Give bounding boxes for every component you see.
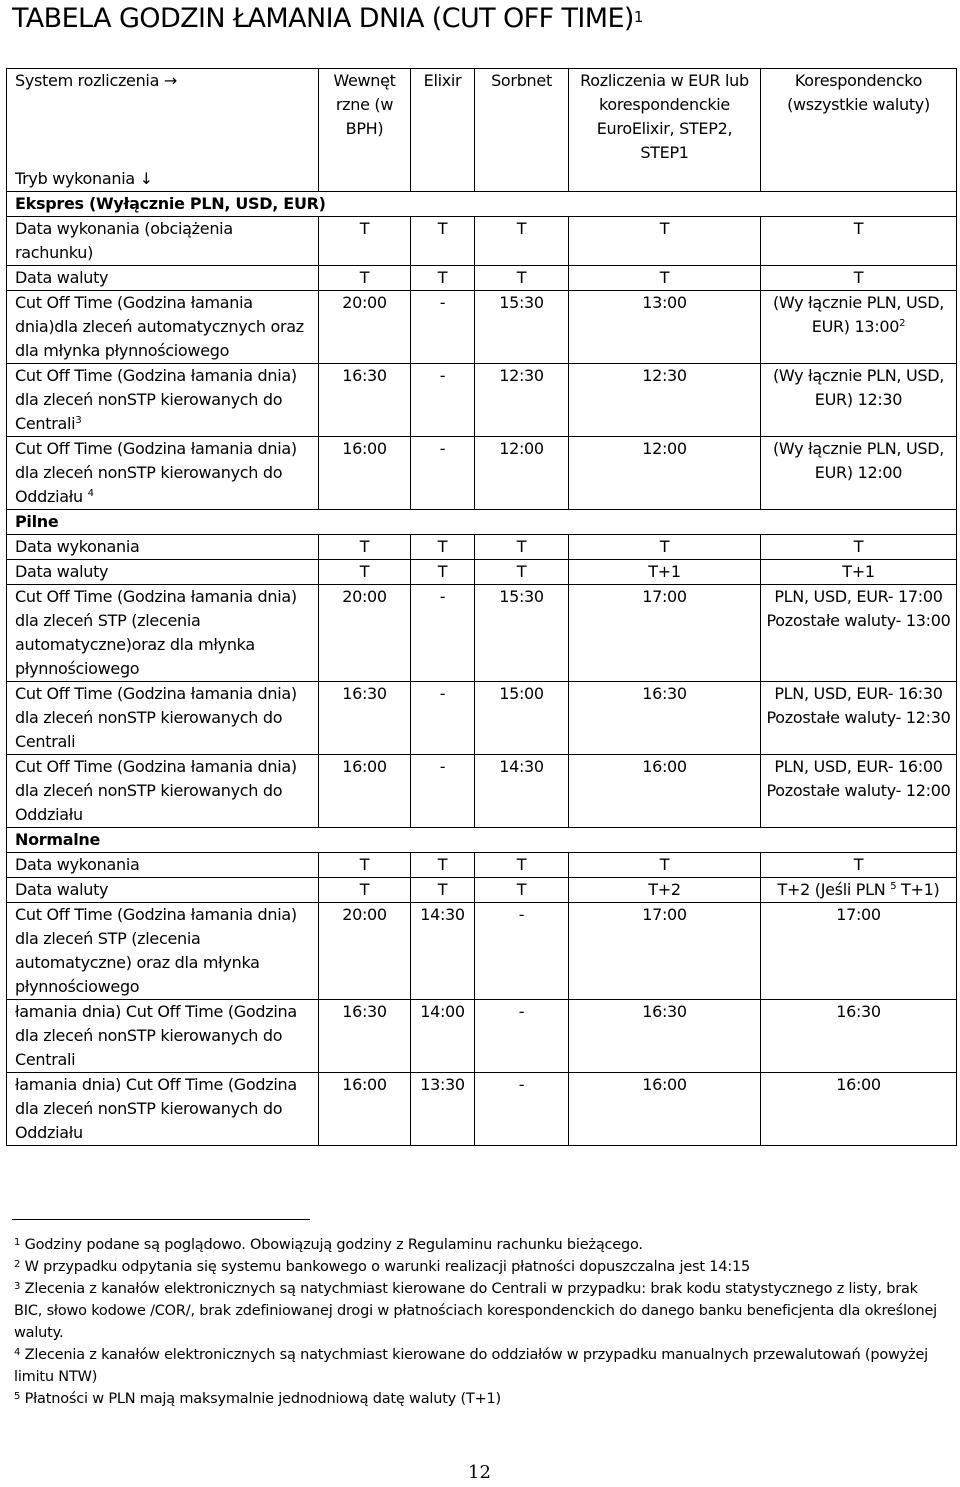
header-col-korespondencko: Korespondencko (wszystkie waluty) bbox=[761, 69, 957, 192]
footnote-number: 5 bbox=[14, 1391, 21, 1402]
table-row bbox=[7, 755, 957, 828]
value-cell bbox=[475, 291, 569, 364]
value-text: - bbox=[518, 1002, 525, 1021]
row-label-text: Cut Off Time (Godzina łamania dnia) dla zleceń STP (zlecenia automatyczne)oraz dla młynka płynnościowego bbox=[15, 587, 297, 678]
value-text: - bbox=[439, 587, 446, 606]
value-text: 15:30 bbox=[499, 293, 544, 312]
table-row bbox=[7, 291, 957, 364]
value-cell bbox=[569, 878, 761, 903]
cut-off-table bbox=[6, 68, 957, 1146]
value-cell bbox=[319, 560, 411, 585]
value-cell bbox=[761, 291, 957, 364]
value-cell bbox=[411, 364, 475, 437]
table-row bbox=[7, 585, 957, 682]
row-label-text: Cut Off Time (Godzina łamania dnia) dla zleceń nonSTP kierowanych do Oddziału bbox=[15, 439, 297, 506]
value-text: T bbox=[516, 268, 527, 287]
footnote-ref: 5 bbox=[890, 881, 897, 892]
value-text: T bbox=[516, 562, 527, 581]
row-label-text: Data wykonania bbox=[15, 855, 140, 874]
value-text: 16:30 bbox=[642, 1002, 687, 1021]
value-text: T bbox=[516, 219, 527, 238]
value-text: 12:00 bbox=[499, 439, 544, 458]
value-text: T bbox=[659, 219, 670, 238]
value-cell bbox=[761, 755, 957, 828]
value-cell bbox=[411, 853, 475, 878]
value-text: 13:30 bbox=[420, 1075, 465, 1094]
value-text: T bbox=[359, 880, 370, 899]
value-cell bbox=[761, 437, 957, 510]
footnote-number: 2 bbox=[14, 1259, 21, 1270]
value-cell bbox=[319, 755, 411, 828]
row-label-text: Cut Off Time (Godzina łamania dnia) dla zleceń nonSTP kierowanych do Centrali bbox=[15, 366, 297, 433]
value-text: - bbox=[518, 1075, 525, 1094]
table-row bbox=[7, 437, 957, 510]
value-text: T bbox=[437, 537, 448, 556]
value-text: T bbox=[359, 562, 370, 581]
value-cell bbox=[569, 535, 761, 560]
value-text: 14:30 bbox=[420, 905, 465, 924]
value-cell bbox=[319, 437, 411, 510]
value-cell bbox=[319, 903, 411, 1000]
section-title: Normalne bbox=[7, 828, 957, 853]
section-title: Pilne bbox=[7, 510, 957, 535]
table-row bbox=[7, 903, 957, 1000]
value-cell bbox=[411, 1000, 475, 1073]
value-cell bbox=[475, 1000, 569, 1073]
value-text: T bbox=[659, 855, 670, 874]
value-text: T+1 bbox=[648, 562, 681, 581]
value-text: 16:30 bbox=[836, 1002, 881, 1021]
value-cell bbox=[319, 682, 411, 755]
value-text: - bbox=[439, 684, 446, 703]
value-text: 15:00 bbox=[499, 684, 544, 703]
value-text: 16:00 bbox=[342, 757, 387, 776]
value-text: T bbox=[359, 268, 370, 287]
title-footnote-ref: 1 bbox=[633, 8, 643, 26]
value-cell bbox=[475, 1073, 569, 1146]
row-label-text: Cut Off Time (Godzina łamania dnia)dla zleceń automatycznych oraz dla młynka płynnościowego bbox=[15, 293, 304, 360]
table-row bbox=[7, 217, 957, 266]
value-text: T bbox=[437, 855, 448, 874]
value-text: T bbox=[853, 268, 864, 287]
footnote-divider bbox=[12, 1219, 310, 1220]
value-cell bbox=[569, 682, 761, 755]
page-number: 12 bbox=[468, 1462, 491, 1483]
value-cell bbox=[569, 560, 761, 585]
value-cell bbox=[475, 878, 569, 903]
value-text: - bbox=[439, 293, 446, 312]
value-text: 16:30 bbox=[342, 1002, 387, 1021]
row-label bbox=[7, 1073, 319, 1146]
value-text: T bbox=[437, 562, 448, 581]
footnote-text: Płatności w PLN mają maksymalnie jednodniową datę waluty (T+1) bbox=[24, 1391, 502, 1407]
value-text: 17:00 bbox=[642, 905, 687, 924]
row-label-text: Cut Off Time (Godzina łamania dnia) dla zleceń nonSTP kierowanych do Oddziału bbox=[15, 757, 297, 824]
value-text: - bbox=[439, 439, 446, 458]
value-cell bbox=[761, 903, 957, 1000]
header-col-sorbnet: Sorbnet bbox=[475, 69, 569, 192]
table-row bbox=[7, 1073, 957, 1146]
value-text: (Wy łącznie PLN, USD, EUR) 12:30 bbox=[772, 366, 945, 409]
value-cell bbox=[761, 585, 957, 682]
value-text: 12:00 bbox=[642, 439, 687, 458]
footnote-ref: 2 bbox=[899, 318, 906, 329]
value-text: T bbox=[359, 537, 370, 556]
value-text: 16:30 bbox=[342, 366, 387, 385]
value-text: T bbox=[359, 855, 370, 874]
value-cell bbox=[319, 291, 411, 364]
section-header-row bbox=[7, 192, 957, 217]
value-text: 16:30 bbox=[342, 684, 387, 703]
value-cell bbox=[475, 853, 569, 878]
value-cell bbox=[411, 560, 475, 585]
row-label bbox=[7, 755, 319, 828]
value-cell bbox=[319, 266, 411, 291]
value-text: T+1 bbox=[842, 562, 875, 581]
row-label bbox=[7, 682, 319, 755]
row-label-text: Data waluty bbox=[15, 880, 109, 899]
table-row bbox=[7, 878, 957, 903]
value-cell bbox=[475, 266, 569, 291]
table-row bbox=[7, 853, 957, 878]
value-cell bbox=[761, 217, 957, 266]
footnote-text: W przypadku odpytania się systemu bankowego o warunki realizacji płatności dopuszczalna jest 14:15 bbox=[24, 1259, 751, 1275]
value-cell bbox=[319, 364, 411, 437]
row-label bbox=[7, 266, 319, 291]
value-cell bbox=[761, 1000, 957, 1073]
value-text: T bbox=[853, 537, 864, 556]
value-cell bbox=[411, 682, 475, 755]
row-label bbox=[7, 853, 319, 878]
value-cell bbox=[319, 217, 411, 266]
value-cell bbox=[569, 291, 761, 364]
value-cell bbox=[411, 1073, 475, 1146]
value-cell bbox=[319, 585, 411, 682]
value-text: T bbox=[853, 855, 864, 874]
value-text: 16:00 bbox=[642, 757, 687, 776]
footnote bbox=[14, 1278, 944, 1344]
row-label-text: Cut Off Time (Godzina łamania dnia) dla zleceń nonSTP kierowanych do Centrali bbox=[15, 684, 297, 751]
value-text: 16:00 bbox=[342, 439, 387, 458]
value-text: (Wy łącznie PLN, USD, EUR) 12:00 bbox=[772, 439, 945, 482]
value-cell bbox=[569, 266, 761, 291]
table-row bbox=[7, 682, 957, 755]
row-label bbox=[7, 291, 319, 364]
value-text: T+2 bbox=[648, 880, 681, 899]
row-label bbox=[7, 1000, 319, 1073]
row-label-text: Data wykonania (obciążenia rachunku) bbox=[15, 219, 233, 262]
value-text: 14:00 bbox=[420, 1002, 465, 1021]
value-text: 12:30 bbox=[499, 366, 544, 385]
section-header-row bbox=[7, 828, 957, 853]
value-text: - bbox=[518, 905, 525, 924]
value-text: 14:30 bbox=[499, 757, 544, 776]
value-cell bbox=[411, 535, 475, 560]
value-cell bbox=[569, 1000, 761, 1073]
value-text: 12:30 bbox=[642, 366, 687, 385]
row-label bbox=[7, 364, 319, 437]
value-cell bbox=[475, 682, 569, 755]
value-text: 20:00 bbox=[342, 587, 387, 606]
value-cell bbox=[761, 364, 957, 437]
footnote bbox=[14, 1234, 944, 1256]
section-title: Ekspres (Wyłącznie PLN, USD, EUR) bbox=[7, 192, 957, 217]
value-text: T bbox=[437, 219, 448, 238]
value-cell bbox=[475, 755, 569, 828]
row-label-text: Data wykonania bbox=[15, 537, 140, 556]
value-text: T bbox=[437, 880, 448, 899]
value-cell bbox=[569, 585, 761, 682]
header-corner-cell bbox=[7, 69, 319, 192]
value-cell bbox=[761, 266, 957, 291]
row-label-text: Data waluty bbox=[15, 562, 109, 581]
value-cell bbox=[761, 853, 957, 878]
value-cell bbox=[411, 291, 475, 364]
value-text: T+2 (Jeśli PLN bbox=[777, 880, 891, 899]
value-text: T bbox=[516, 855, 527, 874]
footnote-number: 4 bbox=[14, 1347, 21, 1358]
value-text: 16:00 bbox=[642, 1075, 687, 1094]
footnote-number: 3 bbox=[14, 1281, 21, 1292]
value-cell bbox=[761, 1073, 957, 1146]
value-text: 16:30 bbox=[642, 684, 687, 703]
value-text: T bbox=[659, 268, 670, 287]
footnotes bbox=[14, 1234, 944, 1410]
value-cell bbox=[475, 364, 569, 437]
table-row bbox=[7, 1000, 957, 1073]
value-cell bbox=[475, 903, 569, 1000]
value-text: T bbox=[853, 219, 864, 238]
value-cell bbox=[411, 878, 475, 903]
footnote bbox=[14, 1256, 944, 1278]
value-cell bbox=[319, 1000, 411, 1073]
header-col-wewnetrzne: Wewnęt rzne (w BPH) bbox=[319, 69, 411, 192]
value-cell bbox=[475, 535, 569, 560]
value-cell bbox=[319, 535, 411, 560]
row-label bbox=[7, 903, 319, 1000]
row-label bbox=[7, 217, 319, 266]
value-cell bbox=[475, 560, 569, 585]
footnote-text: Zlecenia z kanałów elektronicznych są natychmiast kierowane do oddziałów w przypadku manualnych przewalutowań (powyżej limitu NTW) bbox=[14, 1347, 929, 1385]
value-text: PLN, USD, EUR- 16:30 Pozostałe waluty- 12:30 bbox=[766, 684, 951, 727]
value-cell bbox=[411, 437, 475, 510]
header-mode-label: Tryb wykonania ↓ bbox=[15, 169, 153, 188]
value-cell bbox=[569, 217, 761, 266]
value-cell bbox=[411, 755, 475, 828]
value-text: 16:00 bbox=[342, 1075, 387, 1094]
value-text: 13:00 bbox=[642, 293, 687, 312]
value-cell bbox=[475, 217, 569, 266]
value-text: - bbox=[439, 757, 446, 776]
value-text: 15:30 bbox=[499, 587, 544, 606]
value-cell bbox=[761, 682, 957, 755]
section-header-row bbox=[7, 510, 957, 535]
value-text: T bbox=[516, 880, 527, 899]
value-text: (Wy łącznie PLN, USD, EUR) 13:00 bbox=[772, 293, 945, 336]
value-cell bbox=[475, 585, 569, 682]
footnote-ref: 3 bbox=[75, 415, 82, 426]
value-text: T bbox=[359, 219, 370, 238]
header-row bbox=[7, 69, 957, 192]
value-cell bbox=[569, 437, 761, 510]
row-label bbox=[7, 585, 319, 682]
value-cell bbox=[319, 853, 411, 878]
value-cell bbox=[761, 878, 957, 903]
footnote-text: Zlecenia z kanałów elektronicznych są natychmiast kierowane do Centrali w przypadku: brak kodu statystycznego z listy, brak BIC, słowo kodowe /COR/, brak zdefiniowanej drogi w płatnościach korespondenckich do danego banku beneficjenta dla określonej waluty. bbox=[14, 1281, 938, 1341]
row-label-text: łamania dnia) Cut Off Time (Godzina dla zleceń nonSTP kierowanych do Centrali bbox=[15, 1002, 297, 1069]
table-row bbox=[7, 560, 957, 585]
row-label bbox=[7, 560, 319, 585]
value-text: - bbox=[439, 366, 446, 385]
value-cell bbox=[411, 266, 475, 291]
value-cell bbox=[569, 1073, 761, 1146]
value-cell bbox=[411, 903, 475, 1000]
value-text: T bbox=[516, 537, 527, 556]
header-system-label: System rozliczenia → bbox=[15, 71, 177, 90]
value-cell bbox=[319, 878, 411, 903]
value-text: T+1) bbox=[896, 880, 940, 899]
value-cell bbox=[319, 1073, 411, 1146]
footnote bbox=[14, 1388, 944, 1410]
row-label-text: łamania dnia) Cut Off Time (Godzina dla zleceń nonSTP kierowanych do Oddziału bbox=[15, 1075, 297, 1142]
value-cell bbox=[761, 535, 957, 560]
value-cell bbox=[569, 364, 761, 437]
value-cell bbox=[411, 217, 475, 266]
table-row bbox=[7, 364, 957, 437]
value-cell bbox=[411, 585, 475, 682]
page-title: TABELA GODZIN ŁAMANIA DNIA (CUT OFF TIME)$^1$ bbox=[12, 3, 643, 34]
value-text: PLN, USD, EUR- 17:00 Pozostałe waluty- 13:00 bbox=[766, 587, 951, 630]
footnote-ref: 4 bbox=[87, 488, 94, 499]
value-text: 20:00 bbox=[342, 905, 387, 924]
row-label-text: Data waluty bbox=[15, 268, 109, 287]
row-label-text: Cut Off Time (Godzina łamania dnia) dla zleceń STP (zlecenia automatyczne) oraz dla młynka płynnościowego bbox=[15, 905, 297, 996]
value-text: T bbox=[659, 537, 670, 556]
table-row bbox=[7, 535, 957, 560]
value-text: 20:00 bbox=[342, 293, 387, 312]
value-text: PLN, USD, EUR- 16:00 Pozostałe waluty- 12:00 bbox=[766, 757, 951, 800]
header-col-elixir: Elixir bbox=[411, 69, 475, 192]
value-cell bbox=[569, 853, 761, 878]
footnote-number: 1 bbox=[14, 1237, 21, 1248]
footnote-text: Godziny podane są poglądowo. Obowiązują godziny z Regulaminu rachunku bieżącego. bbox=[24, 1237, 643, 1253]
value-cell bbox=[761, 560, 957, 585]
table-row bbox=[7, 266, 957, 291]
row-label bbox=[7, 878, 319, 903]
header-col-eur: Rozliczenia w EUR lub korespondenckie EuroElixir, STEP2, STEP1 bbox=[569, 69, 761, 192]
value-text: T bbox=[437, 268, 448, 287]
value-cell bbox=[475, 437, 569, 510]
value-cell bbox=[569, 755, 761, 828]
footnote bbox=[14, 1344, 944, 1388]
row-label bbox=[7, 535, 319, 560]
value-text: 16:00 bbox=[836, 1075, 881, 1094]
value-text: 17:00 bbox=[836, 905, 881, 924]
value-cell bbox=[569, 903, 761, 1000]
value-text: 17:00 bbox=[642, 587, 687, 606]
row-label bbox=[7, 437, 319, 510]
